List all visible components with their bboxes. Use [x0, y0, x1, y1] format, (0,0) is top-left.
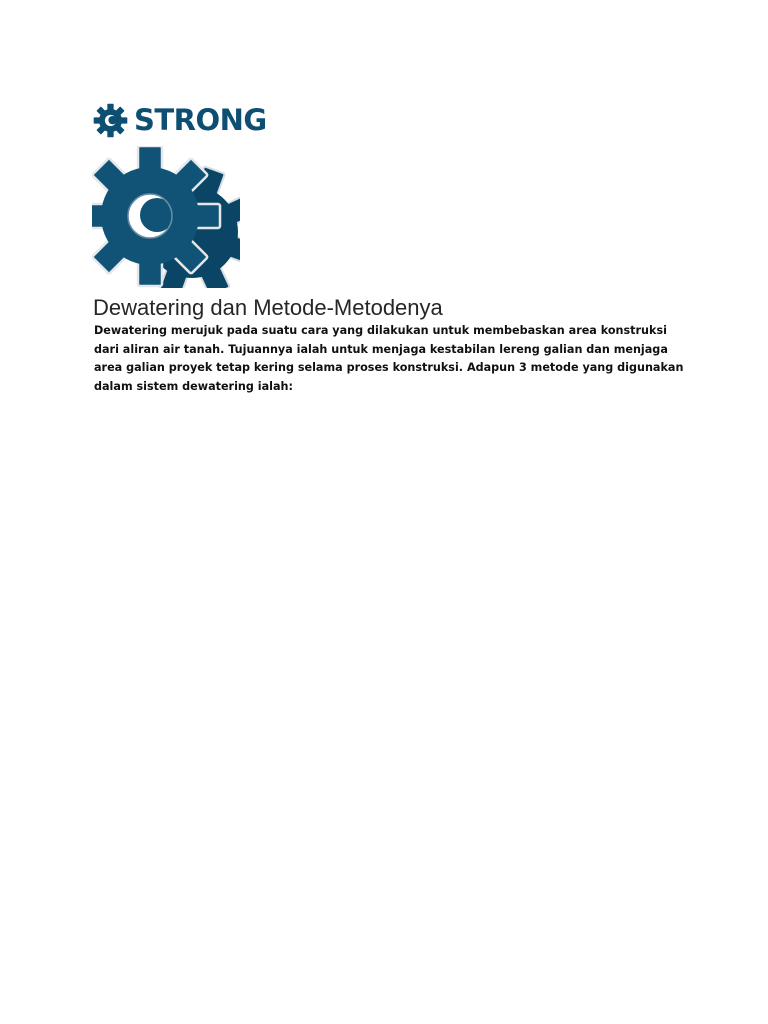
- gear-image: [92, 146, 240, 288]
- body-paragraph: Dewatering merujuk pada suatu cara yang dilakukan untuk membebaskan area konstruksi dari aliran air tanah. Tujuannya ialah untuk menjaga kestabilan lereng galian dan menjaga area galian proyek tetap kering selama proses konstruksi. Adapun 3 metode yang digunakan dalam sistem dewatering ialah:: [94, 324, 684, 393]
- strong-logo: [93, 102, 267, 138]
- logo-wordmark: STRONG: [134, 103, 267, 137]
- page-title: Dewatering dan Metode-Metodenya: [93, 295, 443, 320]
- gear-icon: [93, 103, 128, 138]
